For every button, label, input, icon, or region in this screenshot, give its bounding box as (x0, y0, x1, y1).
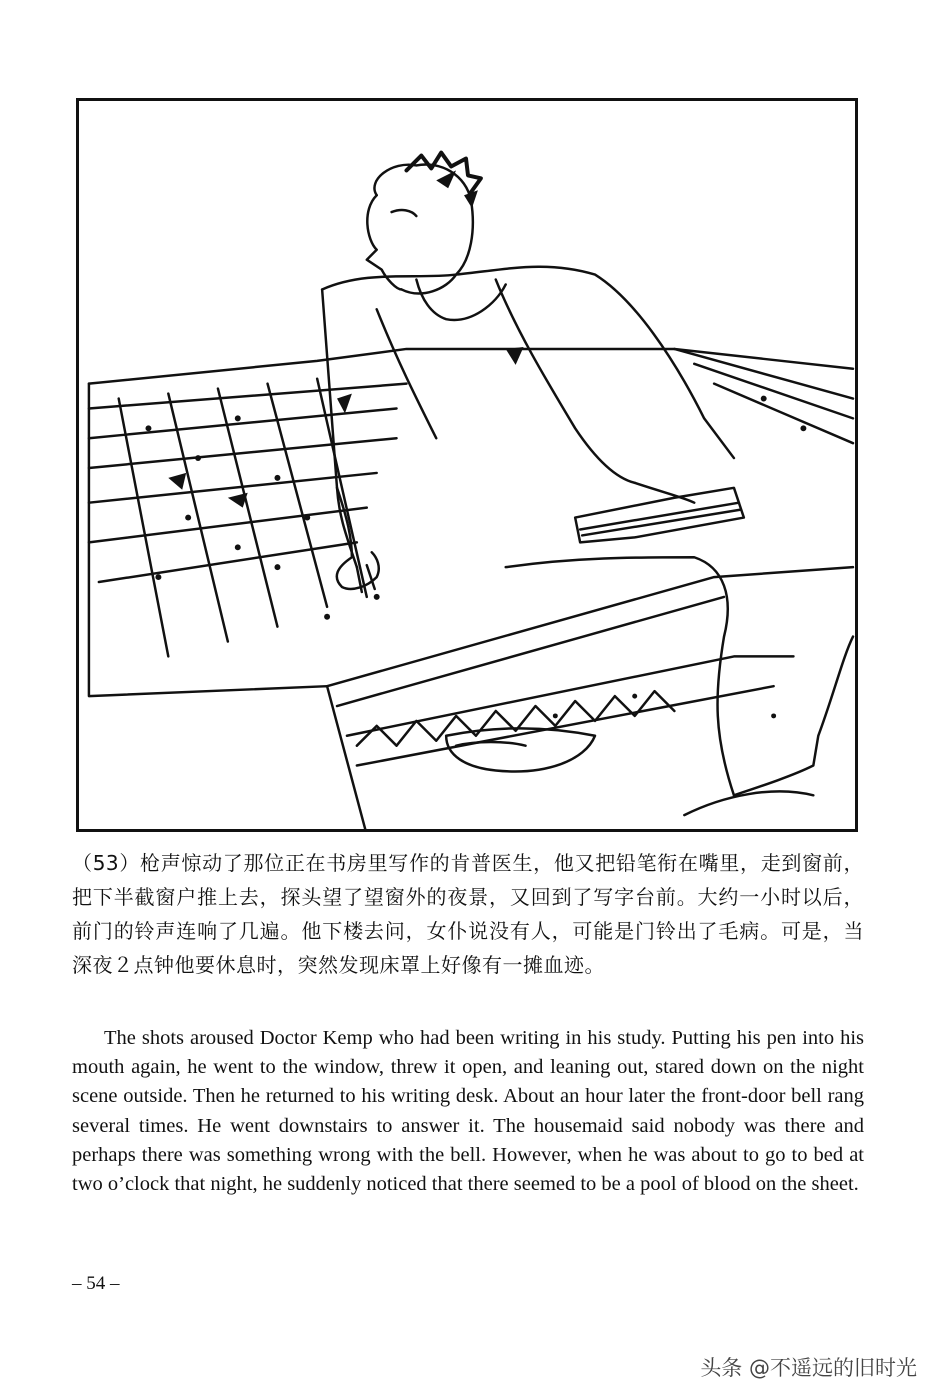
caption-english: The shots aroused Doctor Kemp who had been writing in his study. Putting his pen into his mouth again, he went to the window, threw it open, and leaning out, stared down on the night scene outside. Then he returned to his writing desk. About an hour later the front-door bell rang several times. He went downstairs to answer it. The housemaid said nobody was there and perhaps there was something wrong with the bell. However, when he was about to go to bed at two o’clock that night, he suddenly noticed that there seemed to be a pool of blood on the sheet. (72, 1027, 864, 1196)
shirt (322, 267, 734, 458)
pen-drawing (79, 101, 855, 829)
illustration-man-on-bed (76, 98, 858, 832)
caption-chinese: （53）枪声惊动了那位正在书房里写作的肯普医生，他又把铅笔衔在嘴里，走到窗前，把下半截窗户推上去，探头望了望窗外的夜景，又回到了写字台前。大约一小时以后，前门的铃声连响了几遍。他下楼去问，女仆说没有人，可能是门铃出了毛病。可是，当深夜２点钟他要休息时，突然发现床罩上好像有一摊血迹。 (72, 851, 864, 977)
page-number: – 54 – (72, 1273, 120, 1294)
watermark: 头条 @不遥远的旧时光 (700, 1356, 917, 1380)
